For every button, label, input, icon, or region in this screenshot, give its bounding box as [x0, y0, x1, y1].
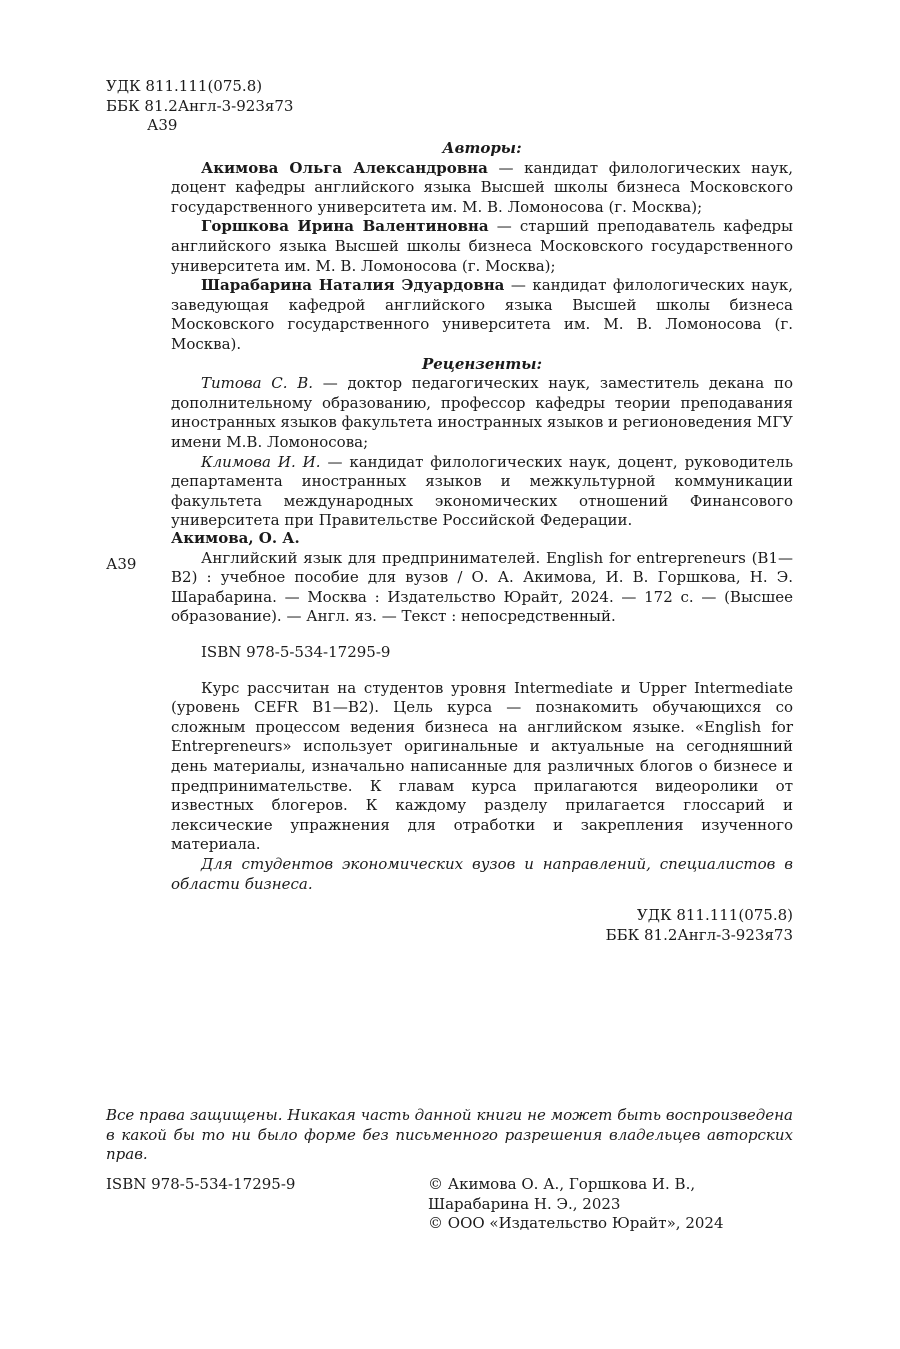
author-description: — кандидат филологических наук, заведующая кафедрой английского языка Высшей школы бизнеса Московского государственного университета им. М. В. Ломоносова (г. Москва).: [171, 276, 793, 353]
biblio-entry: Английский язык для предпринимателей. English for entrepreneurs (B1—B2) : учебное пособие для вузов / О. А. Акимова, И. В. Горшкова, Н. Э. Шарабарина. — Москва : Издательство Юрайт, 2024. — 172 с. — (Высшее образование). — Англ. яз. — Текст : непосредственный.: [171, 548, 793, 626]
biblio-author: Акимова, О. А.: [171, 529, 300, 547]
biblio-isbn: ISBN 978-5-534-17295-9: [201, 642, 391, 661]
header-classification: [106, 77, 506, 136]
reviewers-title: Рецензенты:: [421, 354, 543, 373]
copyright-block: [428, 1175, 798, 1234]
annotation: Курс рассчитан на студентов уровня Intermediate и Upper Intermediate (уровень CEFR B1—B2). Цель курса — познакомить обучающихся со сложным процессом ведения бизнеса на английском языке. «English for Entrepreneurs» использует оригинальные и актуальные на сегодняшний день материалы, изначально написанные для различных блогов о бизнесе и предпринимательстве. К главам курса прилагаются видеоролики от известных блогеров. К каждому разделу прилагается глоссарий и лексические упражнения для отработки и закрепления изученного материала.: [171, 678, 793, 854]
biblio-author-code: А39: [106, 555, 137, 573]
author-name: Горшкова Ирина Валентиновна: [201, 217, 489, 236]
biblio-bbk: ББК 81.2Англ-3-923я73: [605, 925, 793, 944]
author-entry: [171, 217, 793, 276]
biblio-udk: УДК 811.111(075.8): [636, 906, 793, 925]
credits-block: [171, 139, 793, 531]
copyright-line: © Акимова О. А., Горшкова И. В.,: [428, 1175, 696, 1193]
author-name: Шарабарина Наталия Эдуардовна: [201, 276, 505, 295]
reviewer-entry: [171, 374, 793, 452]
authors-title: Авторы:: [442, 139, 522, 157]
reviewer-name: Климова И. И.: [201, 452, 321, 471]
author-description: — кандидат филологических наук, доцент кафедры английского языка Высшей школы бизнеса Московского государственного университета им. М. В. Ломоносова (г. Москва);: [171, 158, 793, 216]
header-bbk: ББК 81.2Англ-3-923я73: [106, 96, 294, 115]
copyright-line: Шарабарина Н. Э., 2023: [428, 1194, 621, 1213]
header-author-code: А39: [147, 116, 178, 135]
reviewer-entry: [171, 453, 793, 531]
reviewer-name: Титова С. В.: [201, 374, 314, 393]
copyright-line: © ООО «Издательство Юрайт», 2024: [428, 1214, 724, 1233]
reviewer-description: — кандидат филологических наук, доцент, руководитель департамента иностранных языков и межкультурной коммуникации факультета международных экономических отношений Финансового университета при Правительстве Российской Федерации.: [171, 452, 793, 530]
author-entry: [171, 276, 793, 354]
bibliographic-record: [171, 529, 793, 945]
audience-note: Для студентов экономических вузов и направлений, специалистов в области бизнеса.: [171, 854, 793, 893]
author-name: Акимова Ольга Александровна: [201, 158, 488, 177]
author-description: — старший преподаватель кафедры английского языка Высшей школы бизнеса Московского государственного университета им. М. В. Ломоносова (г. Москва);: [171, 217, 793, 275]
rights-notice: Все права защищены. Никакая часть данной книги не может быть воспроизведена в какой бы то ни было форме без письменного разрешения владельцев авторских прав.: [106, 1106, 793, 1164]
biblio-classification: [171, 906, 793, 945]
reviewer-description: — доктор педагогических наук, заместитель декана по дополнительному образованию, профессор кафедры теории преподавания иностранных языков факультета иностранных языков и регионоведения МГУ имени М.В. Ломоносова;: [171, 374, 793, 451]
footer-isbn: ISBN 978-5-534-17295-9: [106, 1175, 296, 1193]
author-entry: [171, 159, 793, 218]
header-udk: УДК 811.111(075.8): [106, 77, 263, 95]
